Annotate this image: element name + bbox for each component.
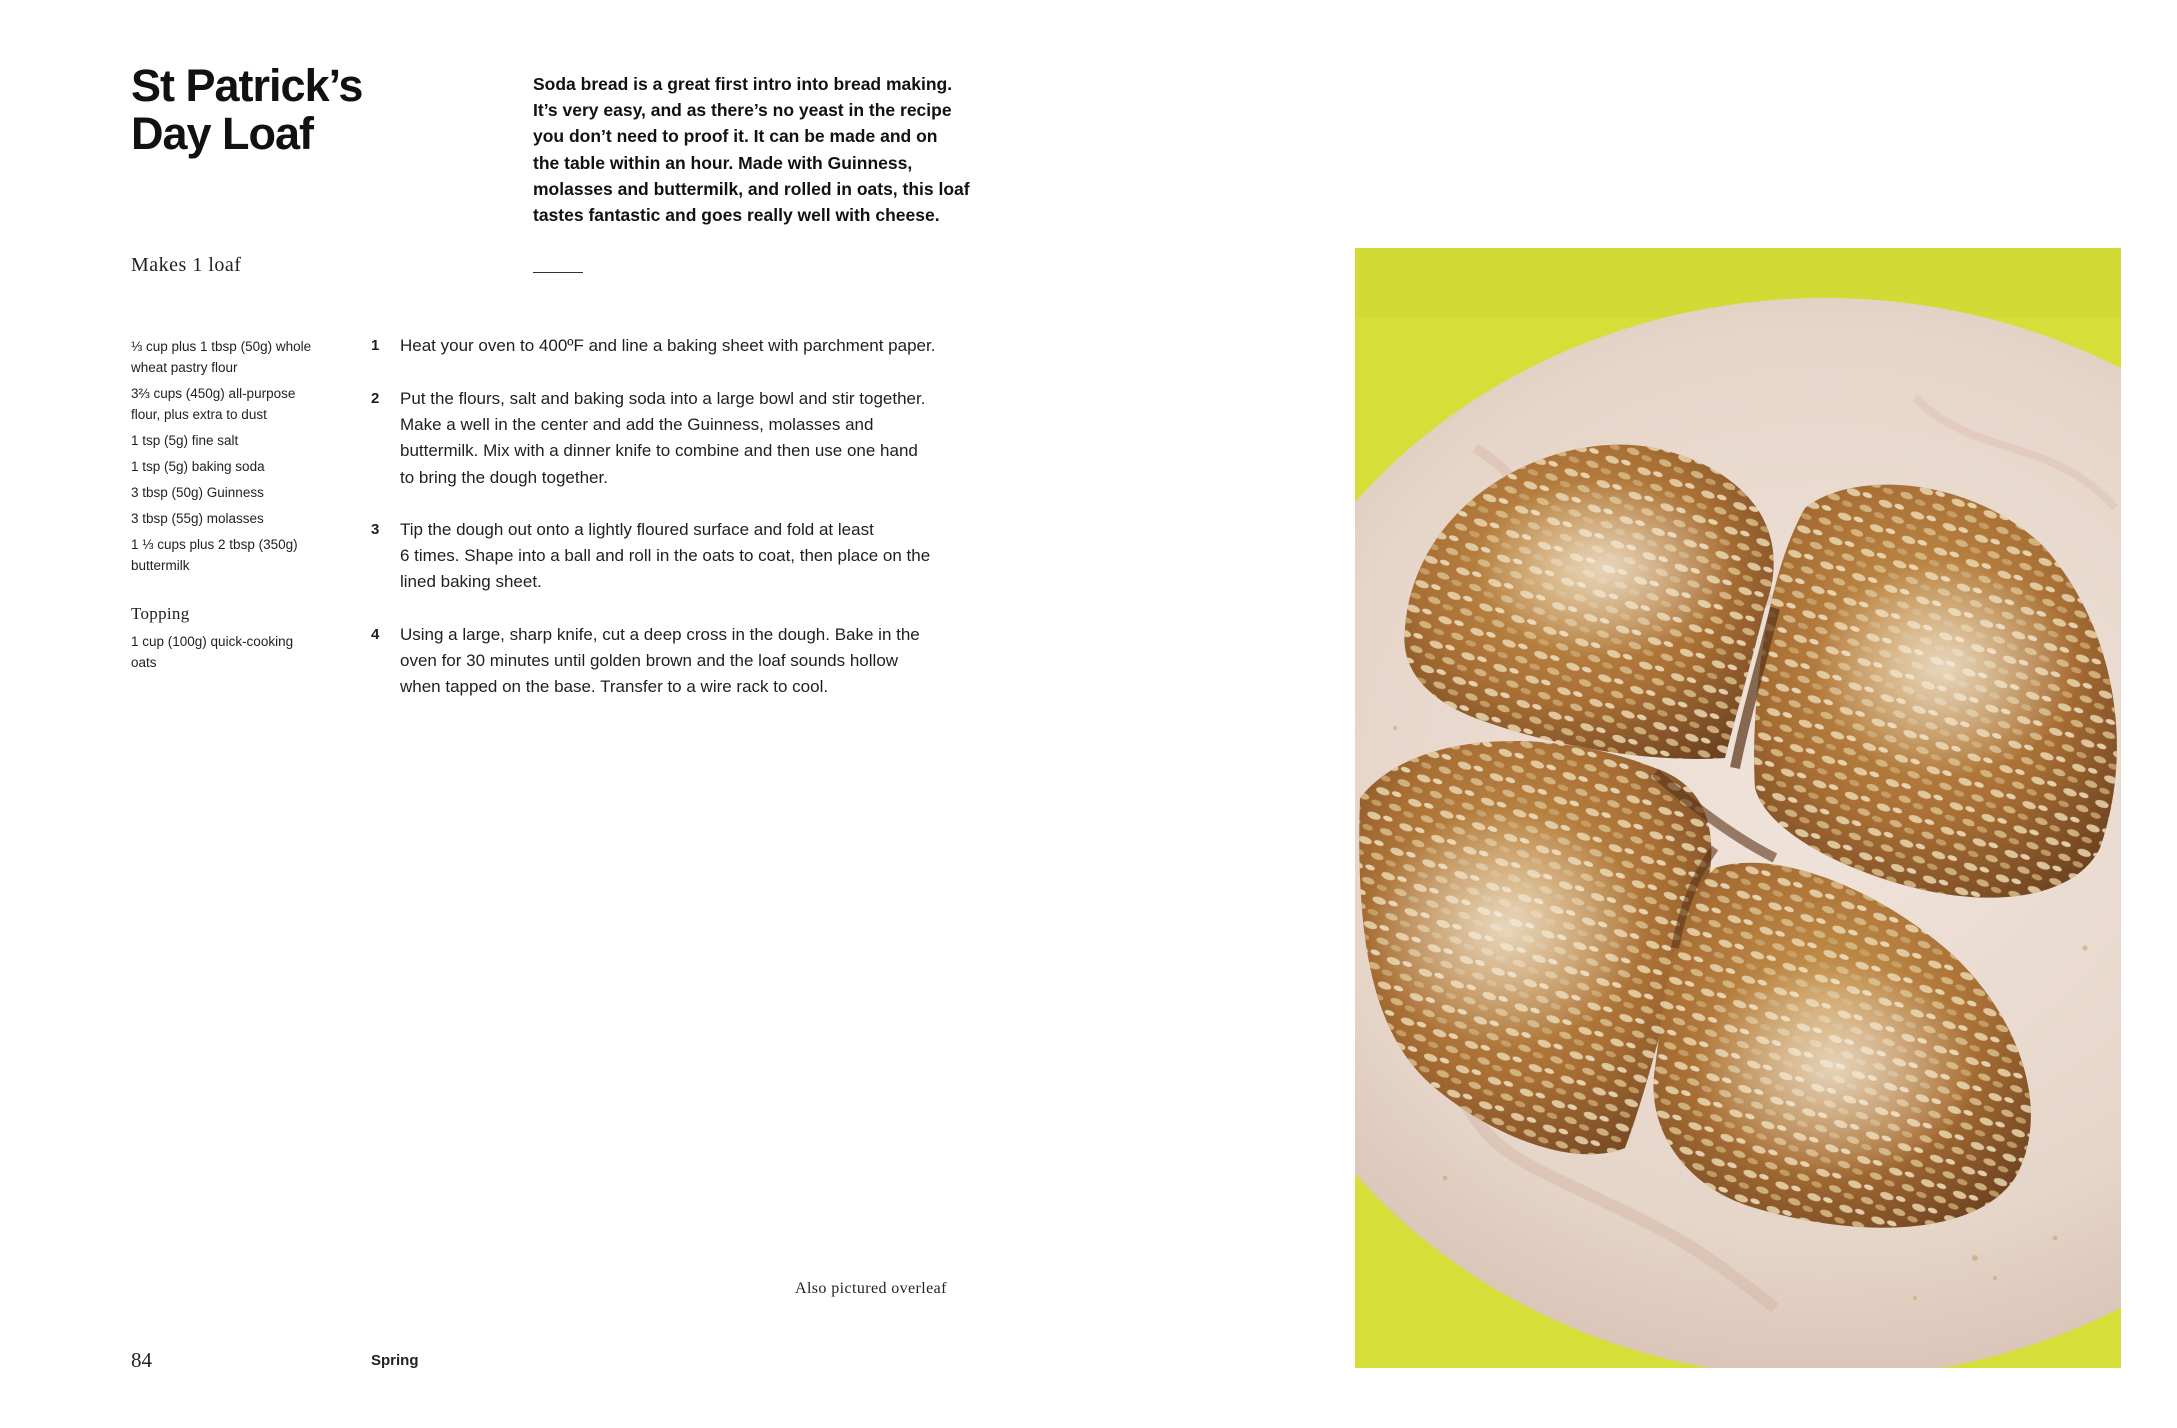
overleaf-note: Also pictured overleaf: [795, 1280, 947, 1297]
intro-line: the table within an hour. Made with Guinness,: [533, 152, 913, 173]
method-step: [371, 517, 930, 596]
step-line: buttermilk. Mix with a dinner knife to combine and then use one hand: [400, 441, 918, 461]
intro-line: you don’t need to proof it. It can be made and on: [533, 126, 938, 147]
ingredient-line: wheat pastry flour: [131, 360, 238, 375]
recipe-title: [131, 62, 461, 158]
step-line: Make a well in the center and add the Guinness, molasses and: [400, 415, 874, 435]
ingredient-item: [131, 508, 346, 529]
ingredient-item: [131, 482, 346, 503]
ingredient-item: [131, 383, 346, 425]
topping-line: 1 cup (100g) quick-cooking: [131, 634, 294, 649]
ingredient-line: 3 tbsp (50g) Guinness: [131, 485, 264, 500]
intro-line: tastes fantastic and goes really well with cheese.: [533, 205, 940, 226]
topping-list: [131, 631, 293, 673]
ingredient-item: [131, 336, 346, 378]
intro-divider: [533, 272, 583, 273]
ingredient-line: buttermilk: [131, 558, 190, 573]
ingredient-item: [131, 456, 346, 477]
soda-bread-photo: [1355, 248, 2121, 1368]
step-line: lined baking sheet.: [400, 572, 542, 592]
photo-illustration: [1355, 248, 2121, 1368]
ingredient-line: ⅓ cup plus 1 tbsp (50g) whole: [131, 339, 312, 354]
step-number: 1: [371, 337, 380, 354]
intro-line: molasses and buttermilk, and rolled in oats, this loaf: [533, 178, 970, 199]
section-name: Spring: [371, 1352, 419, 1369]
recipe-yield: Makes 1 loaf: [131, 254, 242, 276]
step-line: oven for 30 minutes until golden brown and the loaf sounds hollow: [400, 651, 899, 671]
ingredient-line: flour, plus extra to dust: [131, 407, 267, 422]
step-number: 3: [371, 521, 380, 538]
topping-heading: Topping: [131, 604, 190, 623]
intro-line: Soda bread is a great first intro into bread making.: [533, 74, 953, 94]
step-line: when tapped on the base. Transfer to a wire rack to cool.: [400, 677, 829, 697]
recipe-title-line: Day Loaf: [131, 108, 314, 159]
loaf: [1359, 445, 2117, 1228]
ingredient-line: 1 tsp (5g) baking soda: [131, 459, 265, 474]
recipe-intro: [533, 71, 1003, 228]
step-line: Using a large, sharp knife, cut a deep cross in the dough. Bake in the: [400, 625, 920, 644]
step-number: 4: [371, 626, 380, 643]
page-number: 84: [131, 1348, 152, 1372]
recipe-title-line: St Patrick’s: [131, 60, 363, 111]
ingredient-line: 1 ⅓ cups plus 2 tbsp (350g): [131, 537, 298, 552]
ingredient-line: 3 tbsp (55g) molasses: [131, 511, 264, 526]
step-line: Tip the dough out onto a lightly floured surface and fold at least: [400, 520, 874, 539]
ingredients-list: [131, 336, 346, 581]
topping-item: [131, 631, 293, 673]
method-step: [371, 333, 935, 359]
step-line: 6 times. Shape into a ball and roll in the oats to coat, then place on the: [400, 546, 931, 566]
step-line: Put the flours, salt and baking soda into a large bowl and stir together.: [400, 389, 926, 408]
ingredient-item: [131, 430, 346, 451]
topping-line: oats: [131, 655, 157, 670]
method-step: [371, 386, 925, 491]
ingredient-line: 1 tsp (5g) fine salt: [131, 433, 239, 448]
step-line: to bring the dough together.: [400, 467, 608, 487]
ingredient-line: 3⅔ cups (450g) all-purpose: [131, 386, 296, 401]
step-number: 2: [371, 390, 380, 407]
intro-line: It’s very easy, and as there’s no yeast in the recipe: [533, 100, 952, 121]
ingredient-item: [131, 534, 346, 576]
method-step: [371, 622, 920, 701]
step-line: Heat your oven to 400ºF and line a baking sheet with parchment paper.: [400, 336, 936, 355]
